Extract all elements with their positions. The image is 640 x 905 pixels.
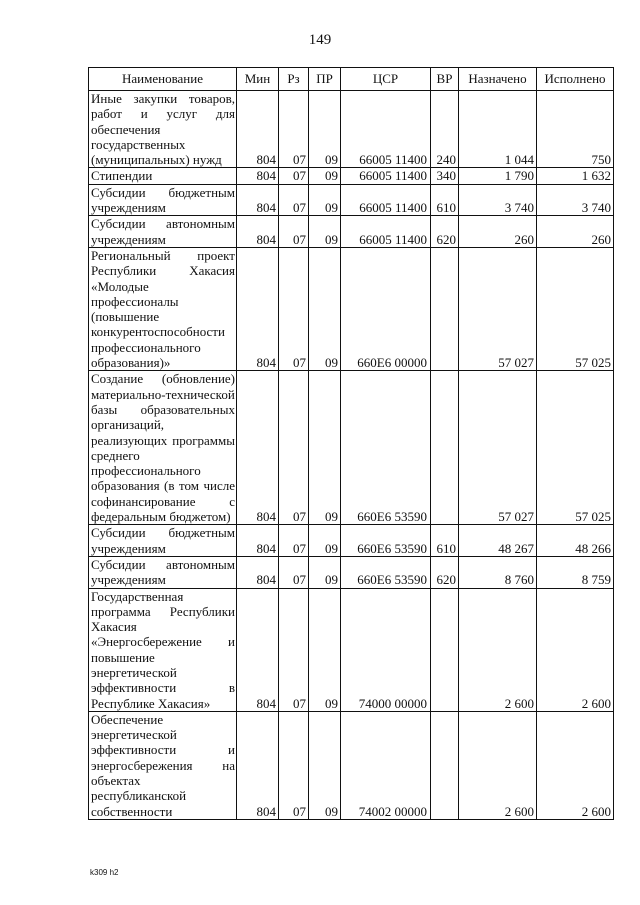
row-assigned: 2 600 [459, 588, 537, 711]
row-rz: 07 [279, 216, 309, 248]
col-header-assigned: Назначено [459, 68, 537, 91]
row-rz: 07 [279, 168, 309, 184]
row-assigned: 57 027 [459, 247, 537, 370]
row-csr: 66005 11400 [341, 168, 431, 184]
row-pr: 09 [309, 588, 341, 711]
row-pr: 09 [309, 184, 341, 216]
row-assigned: 2 600 [459, 711, 537, 819]
col-header-min: Мин [237, 68, 279, 91]
table-row [89, 168, 614, 184]
row-pr: 09 [309, 711, 341, 819]
row-executed: 750 [537, 91, 614, 168]
row-assigned: 1 044 [459, 91, 537, 168]
row-csr: 66005 11400 [341, 216, 431, 248]
table-row [89, 184, 614, 216]
table-row [89, 588, 614, 711]
row-name: Стипендии [89, 168, 237, 184]
row-rz: 07 [279, 91, 309, 168]
table-header-row [89, 68, 614, 91]
row-vr: 610 [431, 525, 459, 557]
table-row [89, 91, 614, 168]
col-header-csr: ЦСР [341, 68, 431, 91]
row-vr: 620 [431, 556, 459, 588]
row-csr: 74002 00000 [341, 711, 431, 819]
row-min: 804 [237, 556, 279, 588]
table-row [89, 247, 614, 370]
row-pr: 09 [309, 525, 341, 557]
row-min: 804 [237, 588, 279, 711]
row-pr: 09 [309, 556, 341, 588]
row-csr: 660Е6 53590 [341, 371, 431, 525]
row-name: Обеспечение энергетической эффективности и энергосбережения на объектах республиканской собственности [89, 711, 237, 819]
row-pr: 09 [309, 371, 341, 525]
col-header-rz: Рз [279, 68, 309, 91]
row-name: Субсидии автономным учреждениям [89, 556, 237, 588]
row-csr: 660Е6 53590 [341, 525, 431, 557]
row-rz: 07 [279, 588, 309, 711]
row-vr: 610 [431, 184, 459, 216]
row-vr: 240 [431, 91, 459, 168]
row-executed: 2 600 [537, 588, 614, 711]
table-row [89, 371, 614, 525]
page-number: 149 [308, 32, 332, 48]
col-header-pr: ПР [309, 68, 341, 91]
budget-table [88, 67, 614, 820]
col-header-name: Наименование [89, 68, 237, 91]
row-pr: 09 [309, 216, 341, 248]
row-rz: 07 [279, 556, 309, 588]
row-executed: 57 025 [537, 371, 614, 525]
row-csr: 66005 11400 [341, 184, 431, 216]
row-name: Создание (обновление) материально-технической базы образовательных организаций, реализующих программы среднего профессионального образования (в том числе софинансирование с федеральным бюджетом) [89, 371, 237, 525]
row-name: Региональный проект Республики Хакасия «Молодые профессионалы (повышение конкурентоспособности профессионального образования)» [89, 247, 237, 370]
row-name: Иные закупки товаров, работ и услуг для обеспечения государственных (муниципальных) нужд [89, 91, 237, 168]
col-header-executed: Исполнено [537, 68, 614, 91]
row-csr: 74000 00000 [341, 588, 431, 711]
row-min: 804 [237, 525, 279, 557]
row-min: 804 [237, 371, 279, 525]
row-min: 804 [237, 216, 279, 248]
row-executed: 8 759 [537, 556, 614, 588]
row-assigned: 57 027 [459, 371, 537, 525]
table-row [89, 711, 614, 819]
row-name: Субсидии бюджетным учреждениям [89, 184, 237, 216]
row-rz: 07 [279, 711, 309, 819]
row-rz: 07 [279, 247, 309, 370]
row-min: 804 [237, 168, 279, 184]
row-csr: 66005 11400 [341, 91, 431, 168]
row-assigned: 260 [459, 216, 537, 248]
row-pr: 09 [309, 168, 341, 184]
row-name: Государственная программа Республики Хакасия «Энергосбережение и повышение энергетической эффективности в Республике Хакасия» [89, 588, 237, 711]
row-vr [431, 371, 459, 525]
row-rz: 07 [279, 184, 309, 216]
row-min: 804 [237, 91, 279, 168]
row-executed: 48 266 [537, 525, 614, 557]
row-executed: 260 [537, 216, 614, 248]
col-header-vr: ВР [431, 68, 459, 91]
row-assigned: 1 790 [459, 168, 537, 184]
row-csr: 660Е6 00000 [341, 247, 431, 370]
row-pr: 09 [309, 91, 341, 168]
row-rz: 07 [279, 525, 309, 557]
row-rz: 07 [279, 371, 309, 525]
row-executed: 3 740 [537, 184, 614, 216]
row-min: 804 [237, 247, 279, 370]
row-vr: 340 [431, 168, 459, 184]
row-vr: 620 [431, 216, 459, 248]
row-name: Субсидии автономным учреждениям [89, 216, 237, 248]
row-csr: 660Е6 53590 [341, 556, 431, 588]
table-row [89, 556, 614, 588]
row-executed: 57 025 [537, 247, 614, 370]
row-pr: 09 [309, 247, 341, 370]
table-row [89, 216, 614, 248]
row-vr [431, 588, 459, 711]
row-executed: 2 600 [537, 711, 614, 819]
row-min: 804 [237, 184, 279, 216]
row-assigned: 48 267 [459, 525, 537, 557]
row-min: 804 [237, 711, 279, 819]
row-name: Субсидии бюджетным учреждениям [89, 525, 237, 557]
row-assigned: 8 760 [459, 556, 537, 588]
row-executed: 1 632 [537, 168, 614, 184]
row-vr [431, 247, 459, 370]
footer-code: k309 h2 [90, 868, 119, 877]
row-assigned: 3 740 [459, 184, 537, 216]
table-row [89, 525, 614, 557]
row-vr [431, 711, 459, 819]
